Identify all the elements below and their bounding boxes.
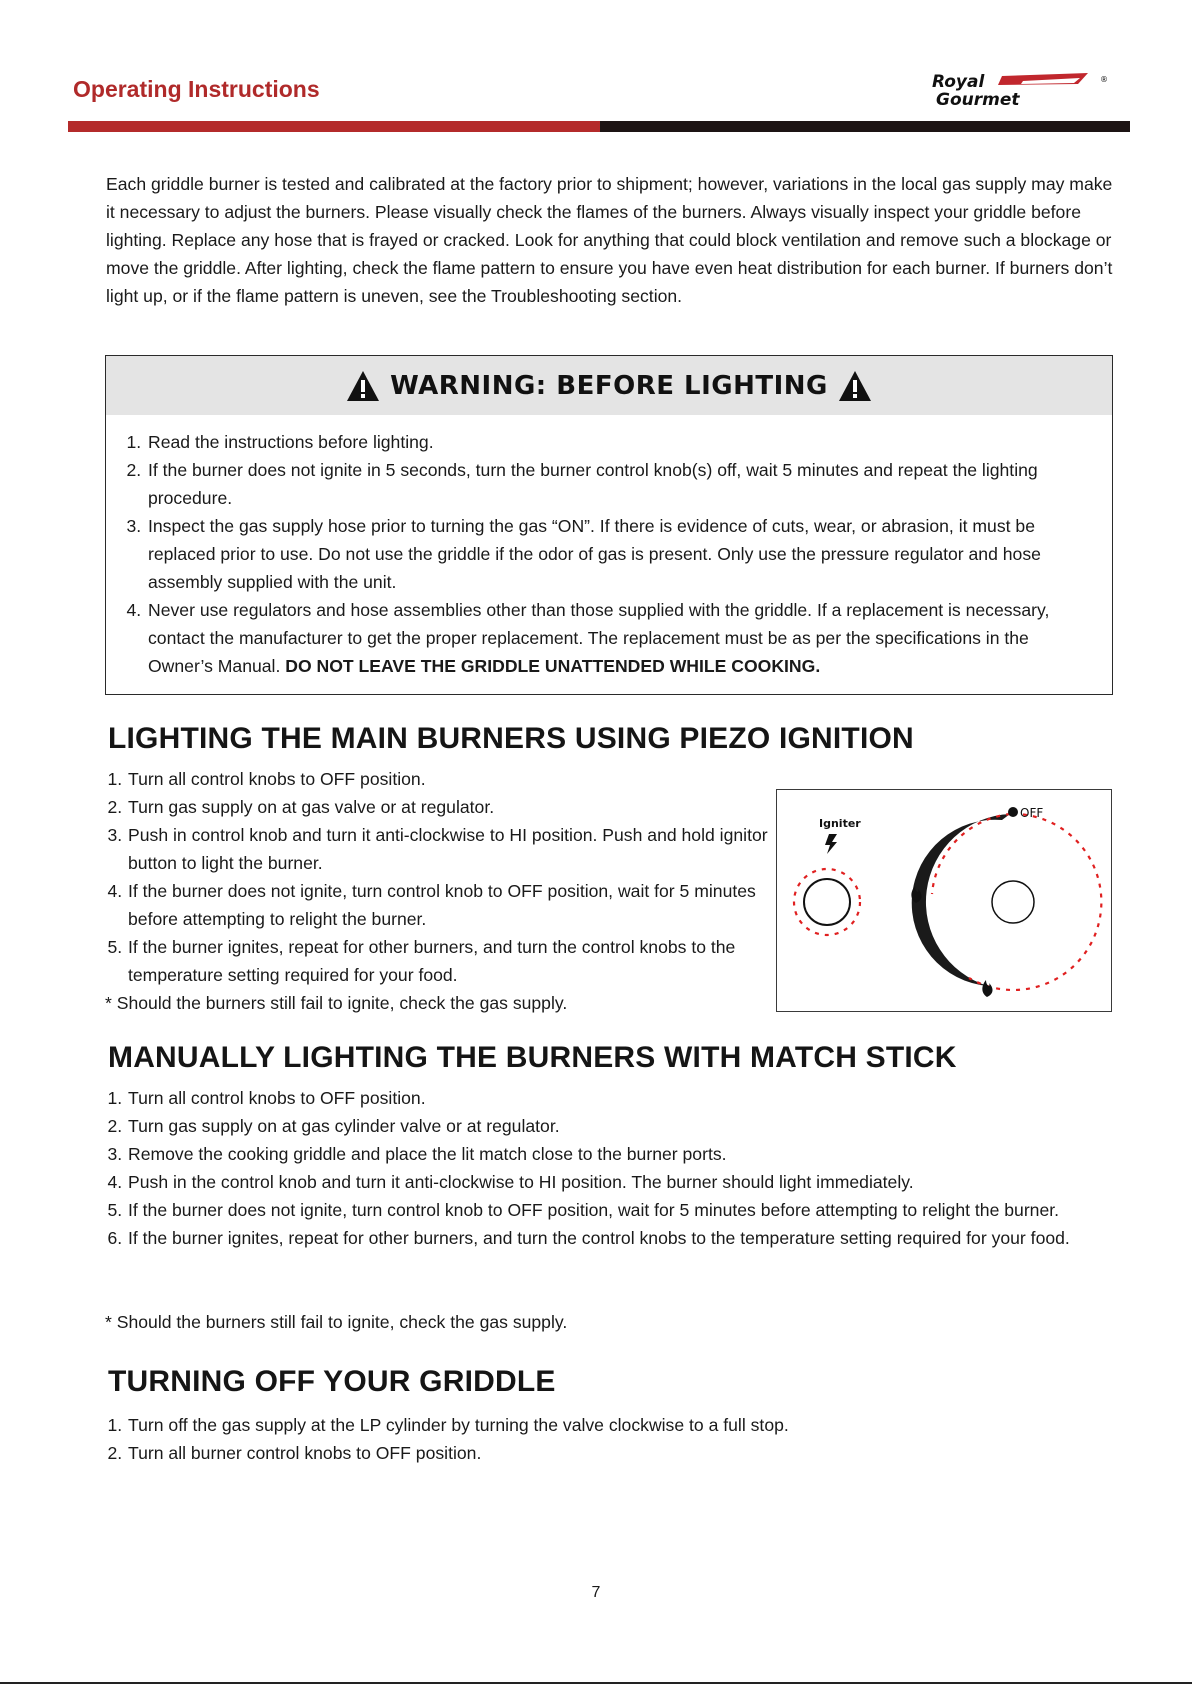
match-steps — [105, 1084, 1127, 1252]
ignition-diagram — [776, 789, 1112, 1012]
header-rule-black — [600, 121, 1130, 132]
lightning-icon — [825, 834, 837, 854]
section-heading-match: MANUALLY LIGHTING THE BURNERS WITH MATCH STICK — [108, 1041, 957, 1074]
list-item: 4. If the burner does not ignite, turn control knob to OFF position, wait for 5 minutes before attempting to relight the burner. — [127, 877, 783, 933]
piezo-note: * Should the burners still fail to ignite, check the gas supply. — [105, 993, 568, 1013]
turn-off-steps — [105, 1411, 1127, 1467]
warning-list — [106, 415, 1112, 680]
list-item: 1. Turn off the gas supply at the LP cylinder by turning the valve clockwise to a full stop. — [127, 1411, 1127, 1439]
header-rule-red — [68, 121, 600, 132]
svg-text:Gourmet: Gourmet — [936, 90, 1020, 110]
page-number: 7 — [591, 1584, 601, 1601]
list-item: 6. If the burner ignites, repeat for other burners, and turn the control knobs to the temperature setting required for your food. — [127, 1224, 1127, 1252]
warning-emphasis: DO NOT LEAVE THE GRIDDLE UNATTENDED WHILE COOKING. — [285, 656, 821, 676]
control-knob — [992, 881, 1034, 923]
list-item-text: Never use regulators and hose assemblies other than those supplied with the griddle. If a replacement is necessary, contact the manufacturer to get the proper replacement. The replacement must be as per the specifications in the Owner’s Manual. — [148, 600, 1050, 676]
warning-header — [106, 356, 1112, 415]
list-item: 5. If the burner ignites, repeat for other burners, and turn the control knobs to the temperature setting required for your food. — [127, 933, 783, 989]
list-item — [146, 596, 1092, 680]
igniter-label: Igniter — [819, 817, 861, 830]
off-label: OFF — [1020, 806, 1044, 820]
list-item: 1. Turn all control knobs to OFF position. — [127, 765, 783, 793]
list-item: 4. Push in the control knob and turn it anti-clockwise to HI position. The burner should light immediately. — [127, 1168, 1127, 1196]
section-heading-turn-off: TURNING OFF YOUR GRIDDLE — [108, 1365, 556, 1398]
list-item: 3. Inspect the gas supply hose prior to turning the gas “ON”. If there is evidence of cuts, wear, or abrasion, it must be replaced prior to use. Do not use the griddle if the odor of gas is present. Only use the pressure regulator and hose assembly supplied with the unit. — [146, 512, 1092, 596]
list-item: 2. Turn all burner control knobs to OFF position. — [127, 1439, 1127, 1467]
rotation-path — [969, 814, 1101, 990]
section-heading-piezo: LIGHTING THE MAIN BURNERS USING PIEZO IGNITION — [108, 722, 914, 755]
list-item: 3. Remove the cooking griddle and place the lit match close to the burner ports. — [127, 1140, 1127, 1168]
page-title: Operating Instructions — [73, 76, 320, 102]
warning-box — [105, 355, 1113, 695]
igniter-button — [804, 879, 850, 925]
list-item: 5. If the burner does not ignite, turn control knob to OFF position, wait for 5 minutes before attempting to relight the burner. — [127, 1196, 1127, 1224]
list-item: 2. Turn gas supply on at gas cylinder valve or at regulator. — [127, 1112, 1127, 1140]
match-note: * Should the burners still fail to ignite, check the gas supply. — [105, 1312, 568, 1332]
list-item: 2. If the burner does not ignite in 5 seconds, turn the burner control knob(s) off, wait 5 minutes and repeat the lighting procedure. — [146, 456, 1092, 512]
brand-logo — [928, 70, 1112, 110]
warning-title: WARNING: BEFORE LIGHTING — [390, 370, 828, 401]
off-indicator — [1008, 807, 1018, 817]
list-item: 2. Turn gas supply on at gas valve or at regulator. — [127, 793, 783, 821]
intro-paragraph: Each griddle burner is tested and calibrated at the factory prior to shipment; however, variations in the local gas supply may make it necessary to adjust the burners. Please visually check the flames of the burners. Always visually inspect your griddle before lighting. Replace any hose that is frayed or cracked. Look for anything that could block ventilation and remove such a blockage or move the griddle. After lighting, check the flame pattern to ensure you have even heat distribution for each burner. If burners don’t light up, or if the flame pattern is uneven, see the Troubleshooting section. — [106, 174, 1113, 306]
svg-text:®: ® — [1100, 75, 1108, 84]
flame-icon — [982, 980, 992, 997]
warning-triangle-icon — [346, 370, 380, 402]
list-item: 3. Push in control knob and turn it anti-clockwise to HI position. Push and hold ignitor button to light the burner. — [127, 821, 783, 877]
list-item: 1. Read the instructions before lighting. — [146, 428, 1092, 456]
list-item: 1. Turn all control knobs to OFF position. — [127, 1084, 1127, 1112]
svg-text:Royal: Royal — [932, 72, 985, 92]
piezo-steps — [105, 765, 783, 989]
bottom-rule — [0, 1682, 1192, 1684]
warning-triangle-icon — [838, 370, 872, 402]
